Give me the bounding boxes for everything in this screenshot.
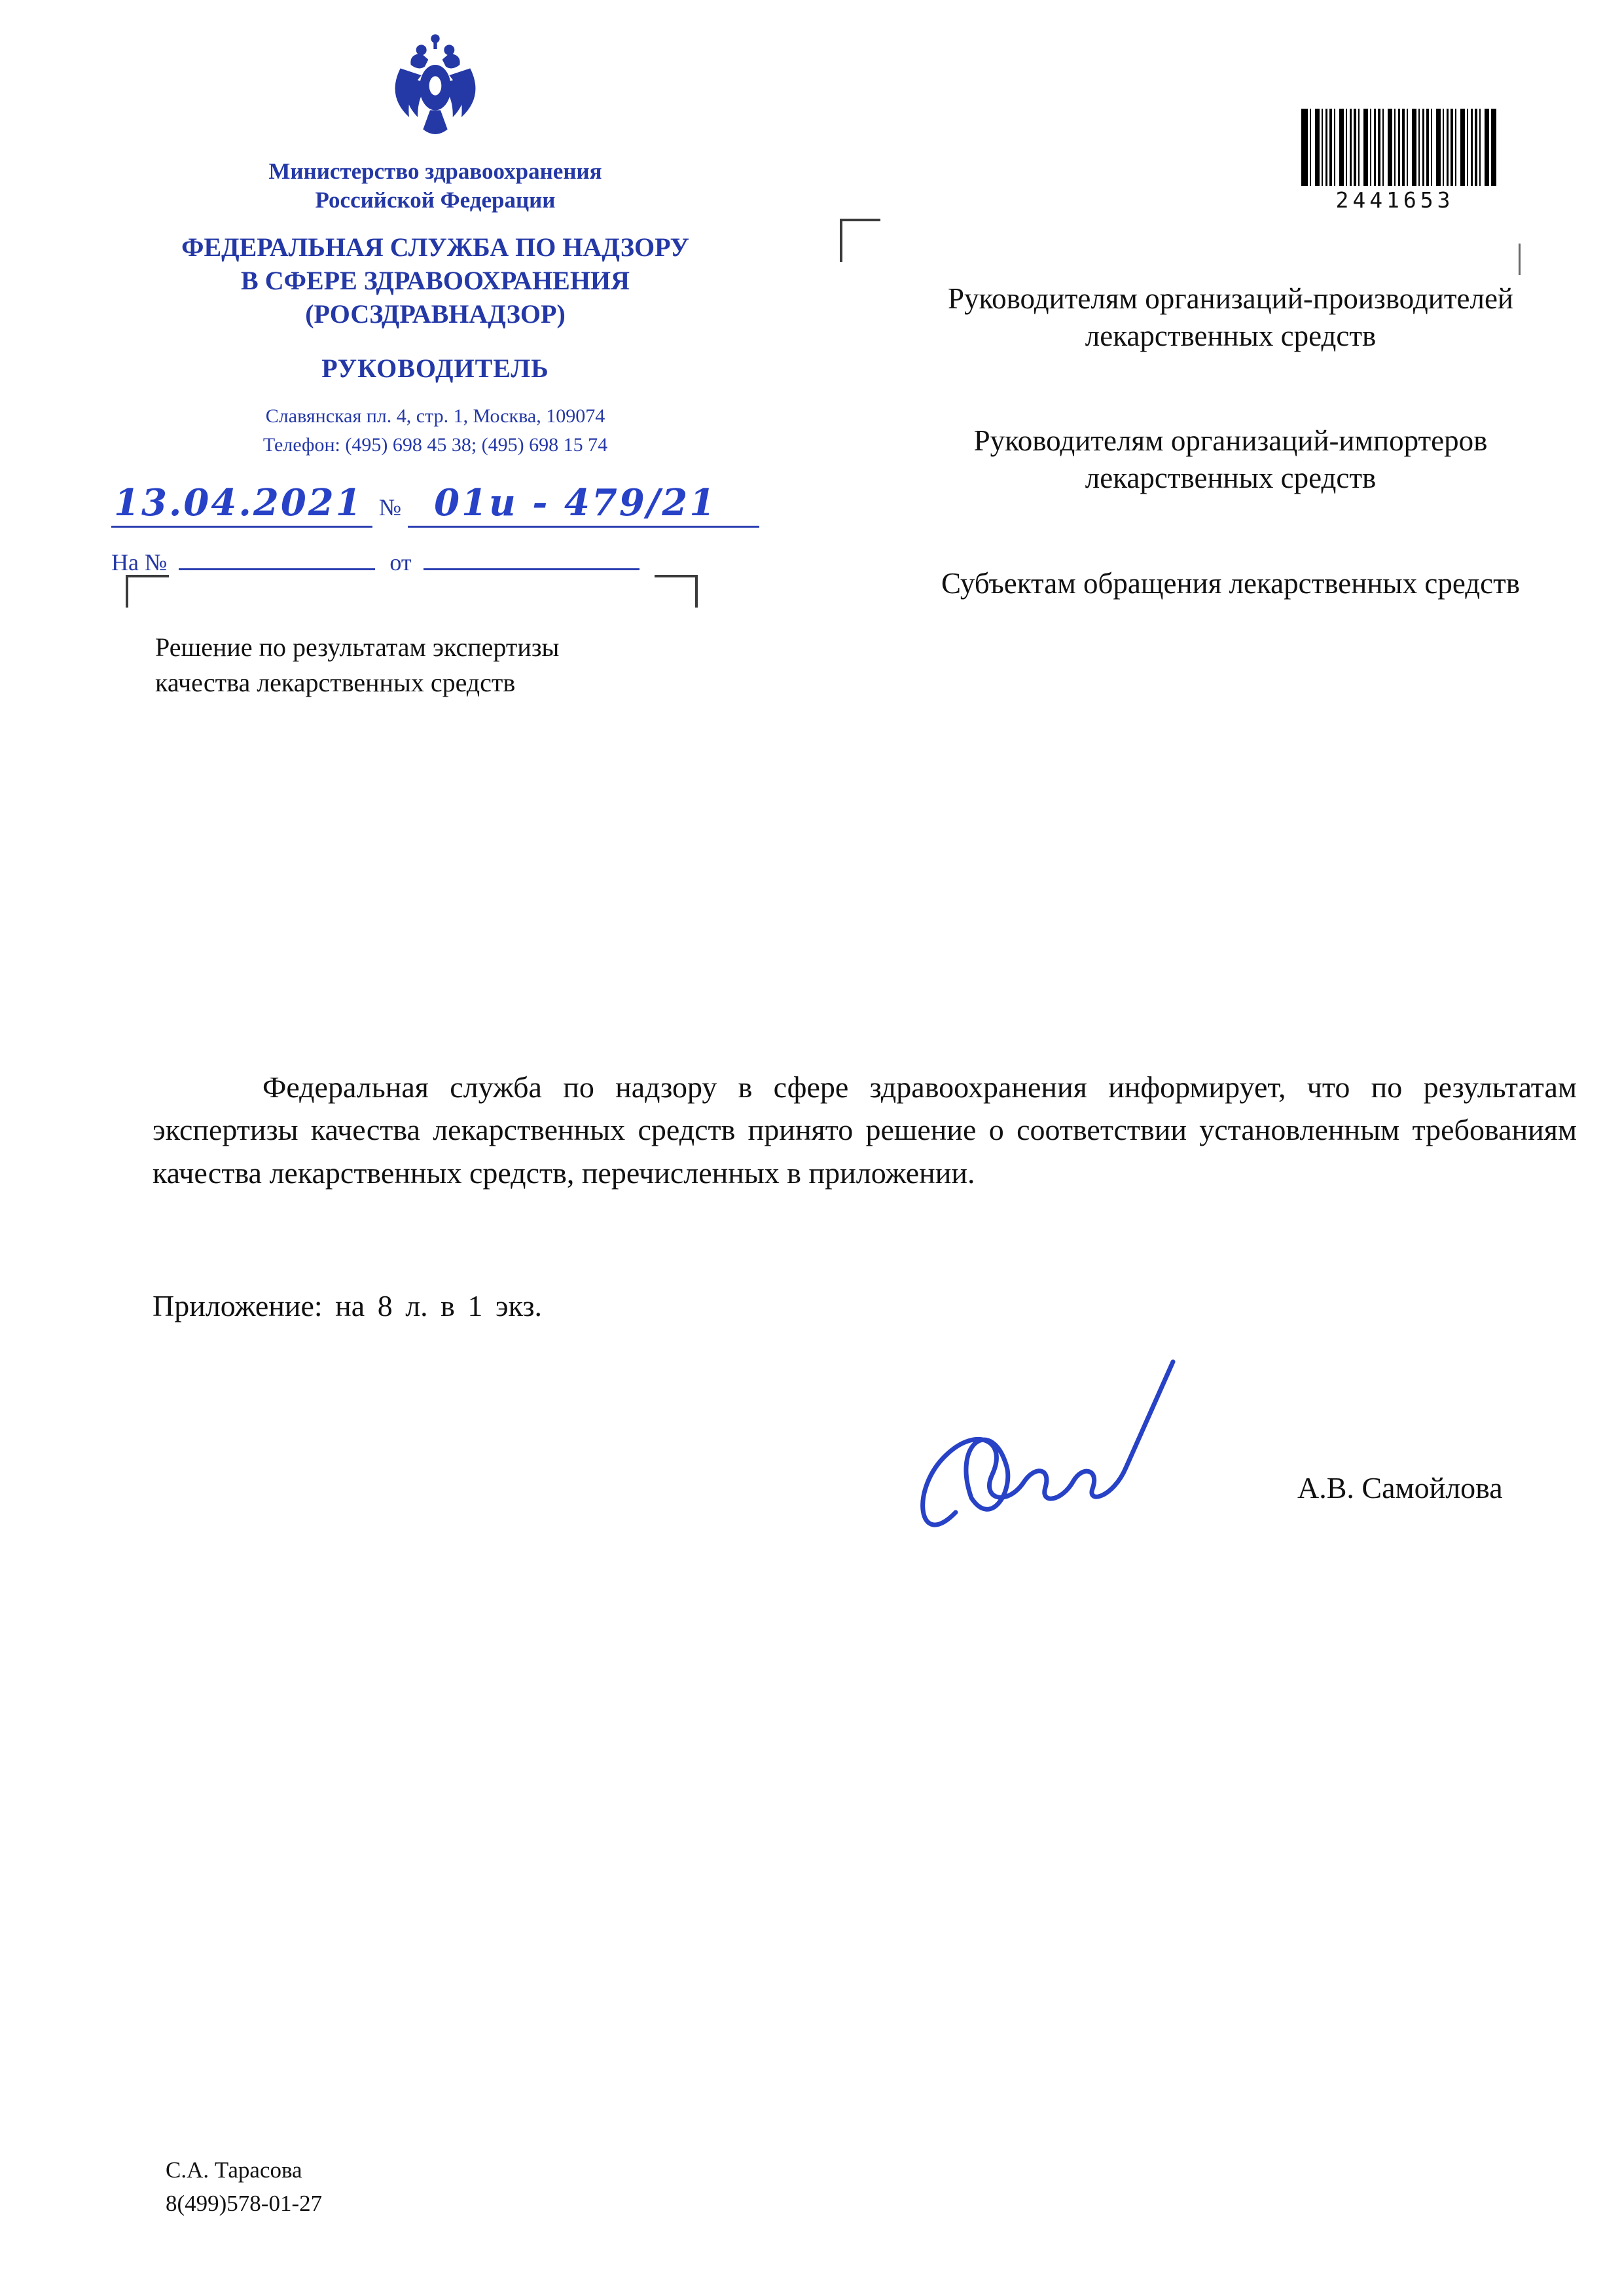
ministry-line-2: Российской Федерации xyxy=(315,187,556,213)
ministry-name xyxy=(111,157,759,215)
ref-ot-blank-line xyxy=(424,545,640,570)
barcode-number: 2441653 xyxy=(1335,187,1454,213)
subject-block xyxy=(155,630,559,701)
handwritten-signature xyxy=(909,1343,1223,1566)
addressee-list xyxy=(900,280,1561,602)
signer-name: А.В. Самойлова xyxy=(1297,1471,1503,1504)
letterhead xyxy=(111,27,759,576)
addressee-item: Субъектам обращения лекарственных средств xyxy=(941,566,1521,600)
attachment-line: Приложение: на 8 л. в 1 экз. xyxy=(153,1289,543,1322)
stamp-zone-corner-right xyxy=(655,575,698,608)
addressee-item: Руководителям организаций-импортеров лекарственных средств xyxy=(973,424,1488,495)
handwritten-date: 13.04.2021 xyxy=(111,481,372,528)
addressee-item: Руководителям организаций-производителей лекарственных средств xyxy=(947,282,1514,352)
service-line-3: (РОСЗДРАВНАДЗОР) xyxy=(305,299,566,329)
executor-block xyxy=(166,2154,322,2221)
subject-line-2: качества лекарственных средств xyxy=(155,668,516,697)
addressee-zone-corner-mark xyxy=(840,219,880,262)
registration-barcode xyxy=(1301,109,1488,213)
service-line-2: В СФЕРЕ ЗДРАВООХРАНЕНИЯ xyxy=(241,265,630,295)
handwritten-doc-number: 01и - 479/21 xyxy=(408,481,759,528)
date-number-row xyxy=(111,481,759,528)
right-edge-tick-mark xyxy=(1519,244,1521,275)
number-sign: № xyxy=(378,494,402,521)
ref-na-blank-line xyxy=(179,545,375,570)
coat-of-arms-icon xyxy=(383,27,488,149)
service-name xyxy=(111,230,759,331)
barcode-icon xyxy=(1301,109,1496,186)
phone-line: Телефон: (495) 698 45 38; (495) 698 15 74 xyxy=(262,433,608,456)
executor-phone: 8(499)578-01-27 xyxy=(166,2190,323,2216)
body-paragraph-block xyxy=(153,1066,1577,1194)
ref-na-label: На № xyxy=(111,549,168,576)
ref-ot-label: от xyxy=(389,549,412,576)
subject-line-1: Решение по результатам экспертизы xyxy=(155,632,560,662)
stamp-zone-corner-left xyxy=(126,575,169,608)
contact-block xyxy=(111,402,759,459)
position-title: РУКОВОДИТЕЛЬ xyxy=(321,354,549,384)
service-line-1: ФЕДЕРАЛЬНАЯ СЛУЖБА ПО НАДЗОРУ xyxy=(181,232,689,262)
reference-row xyxy=(111,545,759,576)
postal-address: Славянская пл. 4, стр. 1, Москва, 109074 xyxy=(265,405,605,428)
executor-name: С.А. Тарасова xyxy=(166,2157,302,2183)
body-paragraph: Федеральная служба по надзору в сфере здравоохранения информирует, что по результатам экспертизы качества лекарственных средств принято решение о соответствии установленным требованиям качества лекарственных средств, перечисленных в приложении. xyxy=(153,1070,1577,1190)
ministry-line-1: Министерство здравоохранения xyxy=(268,158,602,184)
